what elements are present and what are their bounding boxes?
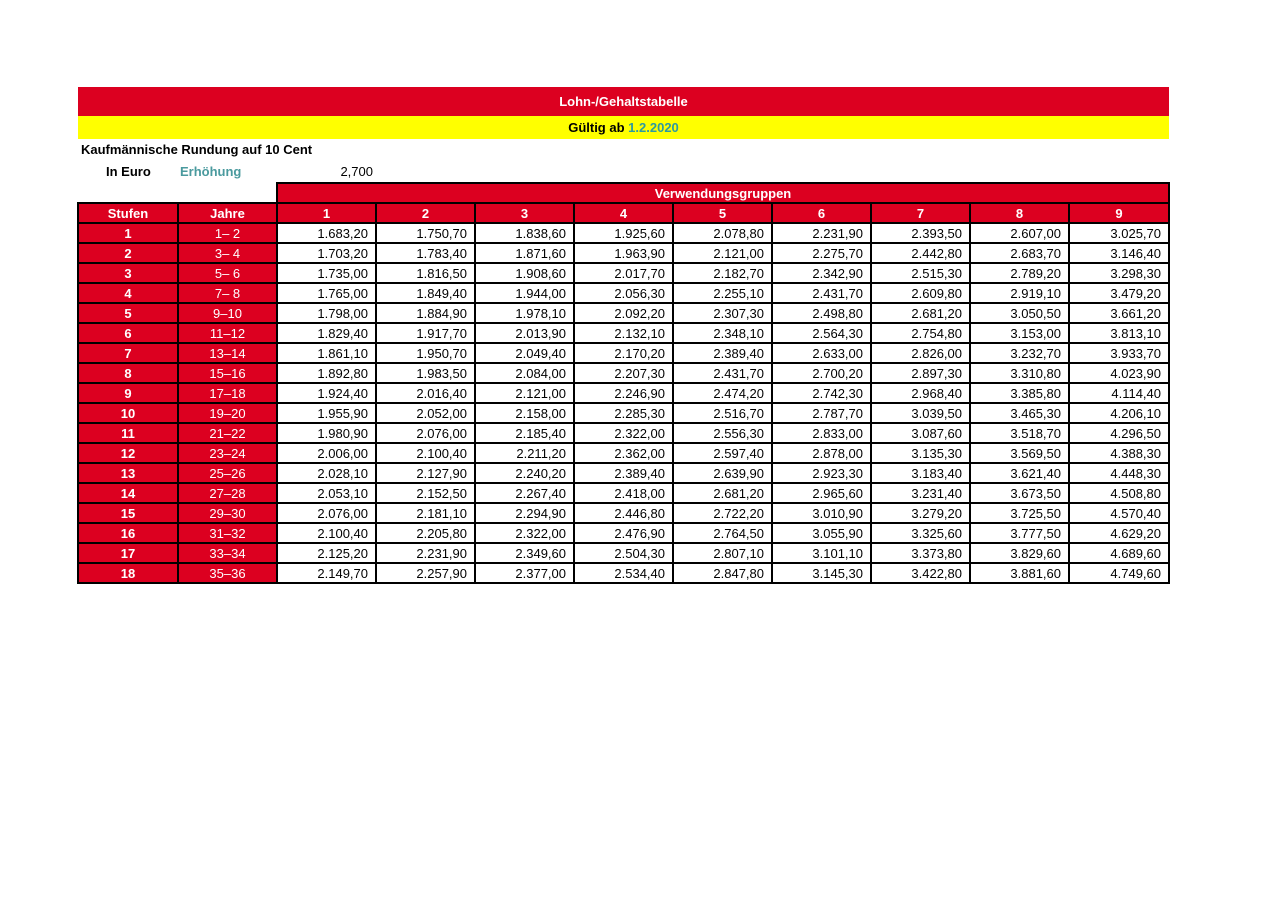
table-row — [78, 443, 1169, 463]
salary-cell: 2.170,20 — [574, 343, 673, 363]
stufe-cell: 15 — [78, 503, 178, 523]
salary-cell: 2.285,30 — [574, 403, 673, 423]
salary-cell: 1.735,00 — [277, 263, 376, 283]
salary-cell: 2.683,70 — [970, 243, 1069, 263]
salary-cell: 3.231,40 — [871, 483, 970, 503]
valid-date: 1.2.2020 — [628, 120, 679, 135]
salary-cell: 2.076,00 — [376, 423, 475, 443]
jahre-cell: 7– 8 — [178, 283, 277, 303]
salary-cell: 2.084,00 — [475, 363, 574, 383]
salary-cell: 1.871,60 — [475, 243, 574, 263]
salary-cell: 2.516,70 — [673, 403, 772, 423]
salary-cell: 1.816,50 — [376, 263, 475, 283]
salary-cell: 2.764,50 — [673, 523, 772, 543]
salary-cell: 2.607,00 — [970, 223, 1069, 243]
table-row — [78, 403, 1169, 423]
group-header-row — [78, 183, 1169, 203]
empty-cell — [178, 183, 277, 203]
salary-cell: 2.017,70 — [574, 263, 673, 283]
table-row — [78, 543, 1169, 563]
salary-cell: 2.965,60 — [772, 483, 871, 503]
jahre-cell: 13–14 — [178, 343, 277, 363]
rounding-note: Kaufmännische Rundung auf 10 Cent — [81, 142, 313, 157]
salary-cell: 3.183,40 — [871, 463, 970, 483]
salary-cell: 1.829,40 — [277, 323, 376, 343]
salary-cell: 2.754,80 — [871, 323, 970, 343]
salary-cell: 2.722,20 — [673, 503, 772, 523]
table-row — [78, 483, 1169, 503]
salary-cell: 4.388,30 — [1069, 443, 1169, 463]
stufe-cell: 18 — [78, 563, 178, 583]
salary-cell: 3.569,50 — [970, 443, 1069, 463]
col-header-group-2: 2 — [376, 203, 475, 223]
salary-cell: 3.101,10 — [772, 543, 871, 563]
salary-cell: 3.050,50 — [970, 303, 1069, 323]
salary-table — [77, 182, 1170, 584]
table-row — [78, 363, 1169, 383]
salary-cell: 2.127,90 — [376, 463, 475, 483]
table-row — [78, 223, 1169, 243]
salary-table-body — [78, 183, 1169, 583]
empty-cell — [78, 183, 178, 203]
salary-cell: 3.145,30 — [772, 563, 871, 583]
jahre-cell: 21–22 — [178, 423, 277, 443]
salary-cell: 1.983,50 — [376, 363, 475, 383]
salary-cell: 1.917,70 — [376, 323, 475, 343]
salary-cell: 2.348,10 — [673, 323, 772, 343]
table-row — [78, 503, 1169, 523]
salary-cell: 2.476,90 — [574, 523, 673, 543]
salary-cell: 3.829,60 — [970, 543, 1069, 563]
salary-cell: 2.006,00 — [277, 443, 376, 463]
stufe-cell: 13 — [78, 463, 178, 483]
salary-cell: 3.325,60 — [871, 523, 970, 543]
salary-cell: 2.152,50 — [376, 483, 475, 503]
salary-cell: 2.013,90 — [475, 323, 574, 343]
salary-cell: 2.132,10 — [574, 323, 673, 343]
salary-cell: 3.153,00 — [970, 323, 1069, 343]
salary-cell: 2.125,20 — [277, 543, 376, 563]
salary-cell: 3.661,20 — [1069, 303, 1169, 323]
salary-cell: 1.950,70 — [376, 343, 475, 363]
salary-cell: 3.039,50 — [871, 403, 970, 423]
col-header-group-7: 7 — [871, 203, 970, 223]
stufe-cell: 16 — [78, 523, 178, 543]
salary-cell: 2.207,30 — [574, 363, 673, 383]
stufe-cell: 14 — [78, 483, 178, 503]
salary-cell: 2.052,00 — [376, 403, 475, 423]
salary-cell: 2.787,70 — [772, 403, 871, 423]
validity-banner — [78, 116, 1169, 139]
salary-cell: 2.275,70 — [772, 243, 871, 263]
title-banner — [78, 87, 1169, 116]
salary-cell: 2.092,20 — [574, 303, 673, 323]
salary-cell: 1.750,70 — [376, 223, 475, 243]
salary-cell: 4.448,30 — [1069, 463, 1169, 483]
salary-cell: 1.703,20 — [277, 243, 376, 263]
col-header-jahre: Jahre — [178, 203, 277, 223]
group-header: Verwendungsgruppen — [277, 183, 1169, 203]
table-row — [78, 263, 1169, 283]
salary-cell: 2.833,00 — [772, 423, 871, 443]
salary-cell: 2.878,00 — [772, 443, 871, 463]
salary-cell: 2.231,90 — [772, 223, 871, 243]
salary-cell: 2.393,50 — [871, 223, 970, 243]
salary-cell: 2.028,10 — [277, 463, 376, 483]
salary-cell: 3.621,40 — [970, 463, 1069, 483]
salary-cell: 1.944,00 — [475, 283, 574, 303]
salary-cell: 2.182,70 — [673, 263, 772, 283]
salary-cell: 4.114,40 — [1069, 383, 1169, 403]
salary-cell: 3.135,30 — [871, 443, 970, 463]
salary-cell: 2.597,40 — [673, 443, 772, 463]
salary-cell: 2.121,00 — [673, 243, 772, 263]
salary-cell: 3.385,80 — [970, 383, 1069, 403]
salary-cell: 2.307,30 — [673, 303, 772, 323]
salary-cell: 1.908,60 — [475, 263, 574, 283]
salary-cell: 3.813,10 — [1069, 323, 1169, 343]
salary-cell: 4.508,80 — [1069, 483, 1169, 503]
col-header-group-4: 4 — [574, 203, 673, 223]
salary-cell: 2.181,10 — [376, 503, 475, 523]
salary-cell: 3.310,80 — [970, 363, 1069, 383]
salary-cell: 1.683,20 — [277, 223, 376, 243]
table-row — [78, 463, 1169, 483]
jahre-cell: 1– 2 — [178, 223, 277, 243]
salary-cell: 3.465,30 — [970, 403, 1069, 423]
salary-cell: 2.504,30 — [574, 543, 673, 563]
table-row — [78, 243, 1169, 263]
salary-cell: 1.978,10 — [475, 303, 574, 323]
salary-cell: 4.296,50 — [1069, 423, 1169, 443]
salary-cell: 2.919,10 — [970, 283, 1069, 303]
salary-cell: 4.689,60 — [1069, 543, 1169, 563]
salary-cell: 2.205,80 — [376, 523, 475, 543]
salary-cell: 3.298,30 — [1069, 263, 1169, 283]
salary-cell: 2.847,80 — [673, 563, 772, 583]
jahre-cell: 9–10 — [178, 303, 277, 323]
salary-cell: 3.422,80 — [871, 563, 970, 583]
salary-cell: 2.056,30 — [574, 283, 673, 303]
salary-cell: 2.498,80 — [772, 303, 871, 323]
salary-cell: 2.923,30 — [772, 463, 871, 483]
stufe-cell: 9 — [78, 383, 178, 403]
table-row — [78, 343, 1169, 363]
salary-cell: 1.955,90 — [277, 403, 376, 423]
salary-cell: 2.609,80 — [871, 283, 970, 303]
jahre-cell: 17–18 — [178, 383, 277, 403]
salary-cell: 2.149,70 — [277, 563, 376, 583]
salary-cell: 3.010,90 — [772, 503, 871, 523]
jahre-cell: 25–26 — [178, 463, 277, 483]
salary-cell: 2.185,40 — [475, 423, 574, 443]
salary-cell: 2.789,20 — [970, 263, 1069, 283]
salary-cell: 2.564,30 — [772, 323, 871, 343]
stufe-cell: 6 — [78, 323, 178, 343]
col-header-group-1: 1 — [277, 203, 376, 223]
stufe-cell: 1 — [78, 223, 178, 243]
jahre-cell: 15–16 — [178, 363, 277, 383]
jahre-cell: 19–20 — [178, 403, 277, 423]
table-row — [78, 563, 1169, 583]
salary-cell: 2.100,40 — [277, 523, 376, 543]
stufe-cell: 2 — [78, 243, 178, 263]
salary-cell: 1.849,40 — [376, 283, 475, 303]
stufe-cell: 12 — [78, 443, 178, 463]
salary-cell: 4.206,10 — [1069, 403, 1169, 423]
jahre-cell: 31–32 — [178, 523, 277, 543]
currency-label: In Euro — [106, 164, 151, 179]
salary-cell: 4.023,90 — [1069, 363, 1169, 383]
salary-cell: 4.570,40 — [1069, 503, 1169, 523]
increase-value: 2,700 — [340, 164, 373, 179]
salary-cell: 3.232,70 — [970, 343, 1069, 363]
salary-cell: 2.556,30 — [673, 423, 772, 443]
jahre-cell: 11–12 — [178, 323, 277, 343]
salary-cell: 2.431,70 — [772, 283, 871, 303]
salary-cell: 2.158,00 — [475, 403, 574, 423]
stufe-cell: 3 — [78, 263, 178, 283]
salary-cell: 3.881,60 — [970, 563, 1069, 583]
jahre-cell: 27–28 — [178, 483, 277, 503]
salary-cell: 3.373,80 — [871, 543, 970, 563]
salary-cell: 2.681,20 — [673, 483, 772, 503]
salary-cell: 2.240,20 — [475, 463, 574, 483]
column-header-row — [78, 203, 1169, 223]
col-header-group-8: 8 — [970, 203, 1069, 223]
salary-cell: 2.474,20 — [673, 383, 772, 403]
col-header-stufen: Stufen — [78, 203, 178, 223]
salary-cell: 2.049,40 — [475, 343, 574, 363]
jahre-cell: 29–30 — [178, 503, 277, 523]
salary-cell: 2.446,80 — [574, 503, 673, 523]
salary-cell: 2.681,20 — [871, 303, 970, 323]
col-header-group-6: 6 — [772, 203, 871, 223]
salary-cell: 2.322,00 — [475, 523, 574, 543]
col-header-group-3: 3 — [475, 203, 574, 223]
salary-cell: 2.389,40 — [574, 463, 673, 483]
salary-cell: 2.389,40 — [673, 343, 772, 363]
salary-cell: 3.518,70 — [970, 423, 1069, 443]
salary-cell: 2.700,20 — [772, 363, 871, 383]
salary-cell: 2.322,00 — [574, 423, 673, 443]
salary-cell: 4.749,60 — [1069, 563, 1169, 583]
salary-cell: 2.639,90 — [673, 463, 772, 483]
salary-cell: 1.765,00 — [277, 283, 376, 303]
salary-cell: 1.924,40 — [277, 383, 376, 403]
stufe-cell: 8 — [78, 363, 178, 383]
salary-cell: 2.897,30 — [871, 363, 970, 383]
salary-cell: 1.980,90 — [277, 423, 376, 443]
page-title: Lohn-/Gehaltstabelle — [559, 94, 688, 109]
salary-cell: 3.777,50 — [970, 523, 1069, 543]
salary-cell: 2.257,90 — [376, 563, 475, 583]
salary-cell: 1.798,00 — [277, 303, 376, 323]
salary-cell: 3.025,70 — [1069, 223, 1169, 243]
jahre-cell: 3– 4 — [178, 243, 277, 263]
salary-cell: 2.078,80 — [673, 223, 772, 243]
table-row — [78, 303, 1169, 323]
table-row — [78, 383, 1169, 403]
salary-cell: 3.725,50 — [970, 503, 1069, 523]
salary-cell: 1.925,60 — [574, 223, 673, 243]
stufe-cell: 11 — [78, 423, 178, 443]
salary-cell: 2.826,00 — [871, 343, 970, 363]
salary-cell: 3.933,70 — [1069, 343, 1169, 363]
salary-cell: 2.362,00 — [574, 443, 673, 463]
stufe-cell: 5 — [78, 303, 178, 323]
salary-cell: 2.377,00 — [475, 563, 574, 583]
salary-cell: 4.629,20 — [1069, 523, 1169, 543]
table-row — [78, 423, 1169, 443]
increase-label: Erhöhung — [180, 164, 242, 179]
valid-label: Gültig ab — [568, 120, 625, 135]
stufe-cell: 10 — [78, 403, 178, 423]
salary-cell: 3.087,60 — [871, 423, 970, 443]
salary-cell: 1.783,40 — [376, 243, 475, 263]
salary-cell: 3.146,40 — [1069, 243, 1169, 263]
salary-cell: 2.968,40 — [871, 383, 970, 403]
salary-cell: 2.211,20 — [475, 443, 574, 463]
salary-cell: 2.742,30 — [772, 383, 871, 403]
stufe-cell: 17 — [78, 543, 178, 563]
salary-cell: 2.255,10 — [673, 283, 772, 303]
salary-cell: 3.055,90 — [772, 523, 871, 543]
salary-cell: 2.342,90 — [772, 263, 871, 283]
jahre-cell: 23–24 — [178, 443, 277, 463]
salary-cell: 2.515,30 — [871, 263, 970, 283]
salary-cell: 2.431,70 — [673, 363, 772, 383]
salary-cell: 2.100,40 — [376, 443, 475, 463]
salary-cell: 2.633,00 — [772, 343, 871, 363]
salary-cell: 3.479,20 — [1069, 283, 1169, 303]
table-row — [78, 283, 1169, 303]
salary-cell: 2.294,90 — [475, 503, 574, 523]
salary-cell: 1.963,90 — [574, 243, 673, 263]
salary-cell: 2.016,40 — [376, 383, 475, 403]
stufe-cell: 7 — [78, 343, 178, 363]
table-row — [78, 323, 1169, 343]
salary-cell: 2.418,00 — [574, 483, 673, 503]
salary-cell: 2.053,10 — [277, 483, 376, 503]
salary-cell: 1.838,60 — [475, 223, 574, 243]
salary-cell: 2.349,60 — [475, 543, 574, 563]
salary-cell: 2.442,80 — [871, 243, 970, 263]
salary-cell: 1.861,10 — [277, 343, 376, 363]
salary-cell: 2.807,10 — [673, 543, 772, 563]
salary-cell: 3.673,50 — [970, 483, 1069, 503]
table-row — [78, 523, 1169, 543]
jahre-cell: 35–36 — [178, 563, 277, 583]
salary-cell: 2.121,00 — [475, 383, 574, 403]
col-header-group-5: 5 — [673, 203, 772, 223]
salary-cell: 2.534,40 — [574, 563, 673, 583]
jahre-cell: 5– 6 — [178, 263, 277, 283]
salary-cell: 1.892,80 — [277, 363, 376, 383]
jahre-cell: 33–34 — [178, 543, 277, 563]
salary-cell: 2.231,90 — [376, 543, 475, 563]
salary-cell: 1.884,90 — [376, 303, 475, 323]
salary-cell: 2.267,40 — [475, 483, 574, 503]
salary-cell: 2.076,00 — [277, 503, 376, 523]
stufe-cell: 4 — [78, 283, 178, 303]
salary-cell: 3.279,20 — [871, 503, 970, 523]
salary-cell: 2.246,90 — [574, 383, 673, 403]
col-header-group-9: 9 — [1069, 203, 1169, 223]
